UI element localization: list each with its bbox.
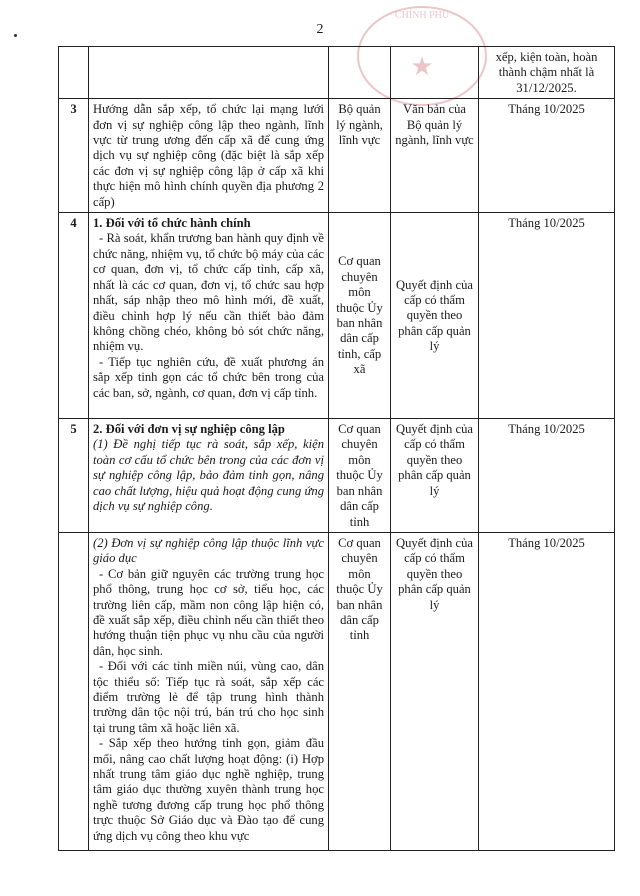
output-product: Văn bản của Bộ quản lý ngành, lĩnh vực bbox=[391, 99, 479, 213]
section-heading: 2. Đối với đơn vị sự nghiệp công lập bbox=[93, 422, 285, 437]
deadline: Tháng 10/2025 bbox=[479, 419, 615, 533]
task-content: Hướng dẫn sắp xếp, tổ chức lại mạng lưới đơn vị sự nghiệp công lập theo ngành, lĩnh vực từ trung ương đến cấp xã để cung ứng dịch vụ sự nghiệp công (đặc biệt là sắp xếp các đơn vị sự nghiệp công lập ở cấp xã khi thực hiện mô hình chính quyền địa phương 2 cấp) bbox=[89, 99, 329, 213]
row-number bbox=[59, 532, 89, 850]
table-row bbox=[59, 47, 615, 99]
table-row bbox=[59, 419, 615, 533]
section-heading: 1. Đối với tổ chức hành chính bbox=[93, 216, 251, 231]
task-content bbox=[89, 419, 329, 533]
sub-heading: (1) Đề nghị tiếp tục rà soát, sắp xếp, kiện toàn cơ cấu tổ chức bên trong của các đơn vị sự nghiệp công lập, bảo đảm tinh gọn, nâng cao chất lượng, hiệu quả hoạt động cung ứng dịch vụ sự nghiệp công. bbox=[93, 437, 324, 514]
task-paragraph: - Đối với các tỉnh miền núi, vùng cao, dân tộc thiểu số: Tiếp tục rà soát, sắp xếp các điểm trường lẻ để tập trung hình thành trường dân tộc nội trú, bán trú cho học sinh tại trung tâm xã hoặc liên xã. bbox=[93, 659, 324, 735]
output-product bbox=[391, 47, 479, 99]
lead-agency: Cơ quan chuyên môn thuộc Ủy ban nhân dân cấp tỉnh bbox=[329, 532, 391, 850]
table-row bbox=[59, 532, 615, 850]
task-content bbox=[89, 532, 329, 850]
task-paragraph: - Cơ bản giữ nguyên các trường trung học phổ thông, trung học cơ sở, tiểu học, các trường liên cấp, mầm non công lập hiện có, đề xuất sắp xếp, điều chỉnh nếu cần thiết theo hướng thuận tiện phục vụ nhu cầu của người dân, học sinh. bbox=[93, 566, 324, 658]
task-table bbox=[58, 46, 615, 851]
star-icon: ★ bbox=[410, 52, 434, 81]
deadline: Tháng 10/2025 bbox=[479, 532, 615, 850]
row-number: 4 bbox=[59, 213, 89, 419]
deadline: Tháng 10/2025 bbox=[479, 99, 615, 213]
task-paragraph: - Sắp xếp theo hướng tinh gọn, giảm đầu mối, nâng cao chất lượng hoạt động: (i) Hợp nhất trung tâm giáo dục nghề nghiệp, trung tâm giáo dục thường xuyên thành trung học nghề tương đương cấp trung học phổ thông trực thuộc Sở Giáo dục và Đào tạo để cung ứng dịch vụ công theo khu vực bbox=[93, 736, 324, 843]
seal-text: CHÍNH PHỦ bbox=[394, 10, 450, 21]
lead-agency: Cơ quan chuyên môn thuộc Ủy ban nhân dân cấp tỉnh bbox=[329, 419, 391, 533]
output-product: Quyết định của cấp có thẩm quyền theo phân cấp quản lý bbox=[391, 213, 479, 419]
table-row bbox=[59, 213, 615, 419]
page-number: 2 bbox=[316, 22, 324, 37]
task-content bbox=[89, 47, 329, 99]
lead-agency: Bộ quản lý ngành, lĩnh vực bbox=[329, 99, 391, 213]
lead-agency bbox=[329, 47, 391, 99]
task-paragraph: - Rà soát, khẩn trương ban hành quy định về chức năng, nhiệm vụ, tổ chức bộ máy của các cơ quan, đơn vị, tổ chức cấp tỉnh, cấp xã, nhất là các cơ quan, đơn vị, tổ chức sau hợp nhất, sáp nhập theo mô hình mới, đề xuất, điều chỉnh hợp lý nếu cần thiết bảo đảm không chồng chéo, không bỏ sót chức năng, nhiệm vụ. bbox=[93, 231, 324, 354]
row-number bbox=[59, 47, 89, 99]
row-number: 5 bbox=[59, 419, 89, 533]
table-row bbox=[59, 99, 615, 213]
task-paragraph: - Tiếp tục nghiên cứu, đề xuất phương án sắp xếp tinh gọn các tổ chức bên trong của các ban, sở, ngành, cơ quan, đơn vị cấp tỉnh. bbox=[93, 354, 324, 400]
task-content bbox=[89, 213, 329, 419]
lead-agency: Cơ quan chuyên môn thuộc Ủy ban nhân dân cấp tỉnh, cấp xã bbox=[329, 213, 391, 419]
deadline: Tháng 10/2025 bbox=[479, 213, 615, 419]
sub-heading: (2) Đơn vị sự nghiệp công lập thuộc lĩnh vực giáo dục bbox=[93, 535, 324, 566]
row-number: 3 bbox=[59, 99, 89, 213]
deadline: xếp, kiện toàn, hoàn thành chậm nhất là 31/12/2025. bbox=[479, 47, 615, 99]
output-product: Quyết định của cấp có thẩm quyền theo phân cấp quản lý bbox=[391, 419, 479, 533]
output-product: Quyết định của cấp có thẩm quyền theo phân cấp quản lý bbox=[391, 532, 479, 850]
